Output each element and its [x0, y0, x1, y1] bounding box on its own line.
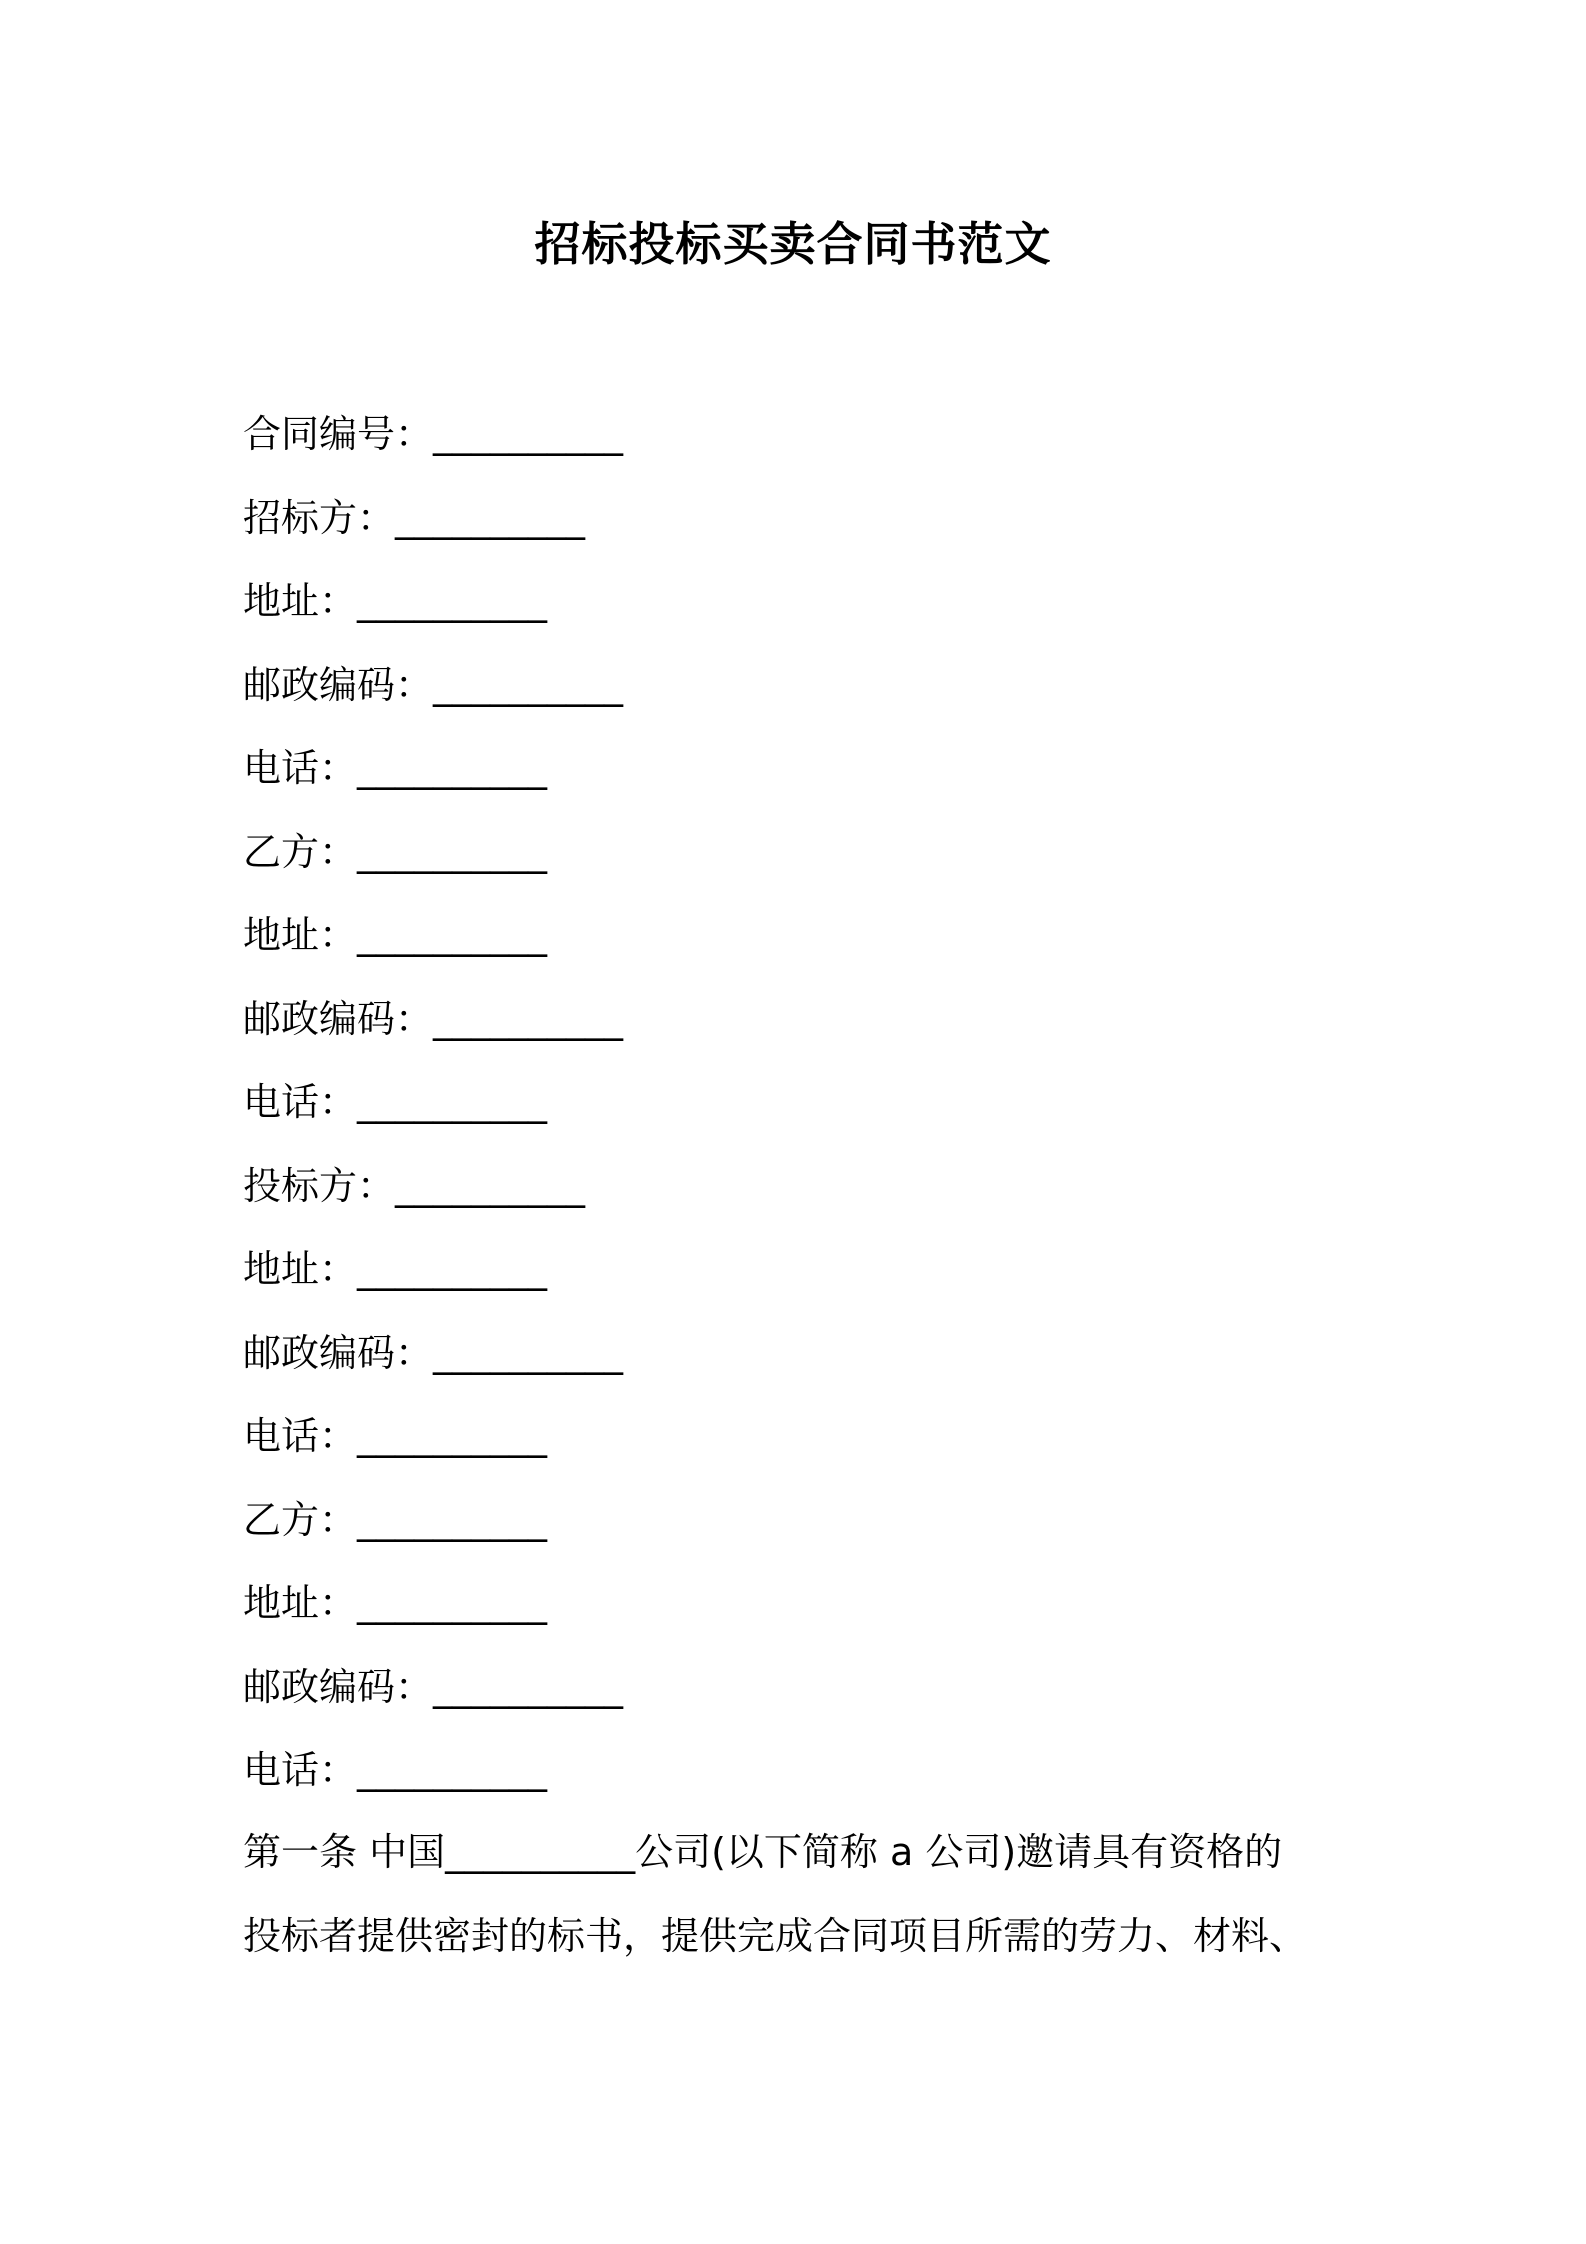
field-bidder: 投标方：__________	[243, 1163, 586, 1208]
field-postal-code: 邮政编码：__________	[243, 1330, 624, 1375]
field-phone: 电话：__________	[243, 746, 548, 790]
field-tenderer: 招标方：__________	[243, 495, 586, 540]
field-address: 地址：__________	[243, 579, 548, 623]
field-phone: 电话：__________	[243, 1080, 548, 1124]
field-postal-code: 邮政编码：__________	[243, 1664, 624, 1709]
field-address: 地址：__________	[243, 1247, 548, 1291]
field-postal-code: 邮政编码：__________	[243, 662, 624, 707]
party-info-fields	[243, 404, 1393, 1824]
field-address: 地址：__________	[243, 1581, 548, 1625]
document-title: 招标投标买卖合同书范文	[534, 217, 1052, 271]
field-contract-number: 合同编号：__________	[243, 412, 624, 456]
field-phone: 电话：__________	[243, 1414, 548, 1458]
field-party-b: 乙方：__________	[243, 829, 548, 874]
paragraph-line: 投标者提供密封的标书，提供完成合同项目所需的劳力、材料、	[243, 1914, 1308, 1958]
field-phone: 电话：__________	[243, 1748, 548, 1792]
field-party-b: 乙方：__________	[243, 1497, 548, 1542]
field-postal-code: 邮政编码：__________	[243, 996, 624, 1041]
paragraph-line: 第一条 中国__________公司(以下简称 a 公司)邀请具有资格的	[243, 1830, 1283, 1874]
field-address: 地址：__________	[243, 913, 548, 957]
clause-one	[243, 1822, 1393, 1990]
